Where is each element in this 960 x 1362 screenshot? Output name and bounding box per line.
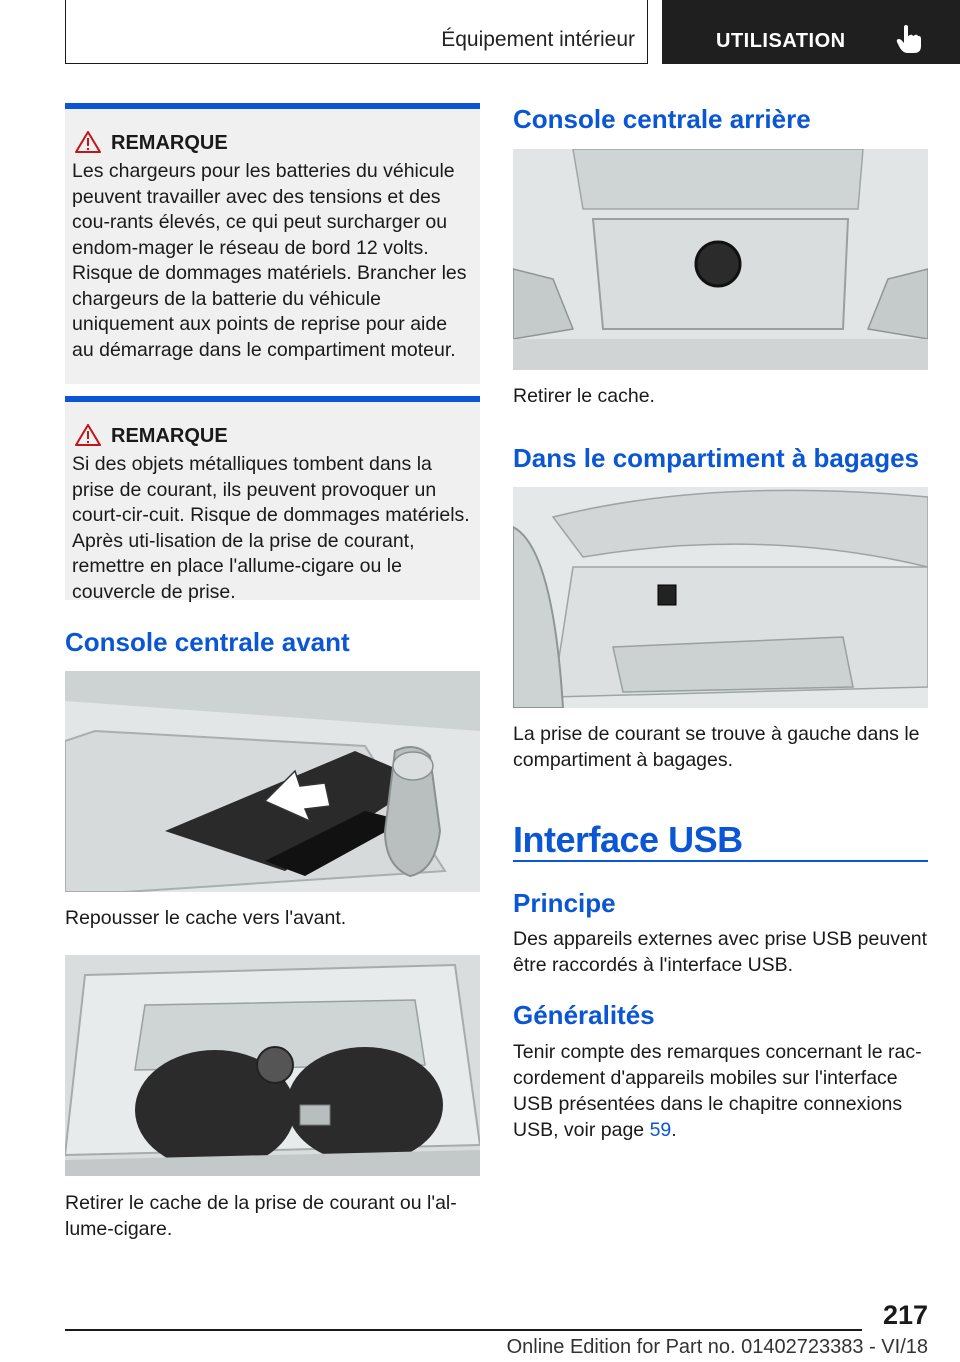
header-chapter-box <box>662 0 960 64</box>
photo-caption: La prise de courant se trouve à gauche dans le compartiment à bagages. <box>513 723 920 771</box>
paragraph <box>513 1039 928 1143</box>
notice-text: Si des objets métalliques tombent dans la prise de courant, ils peuvent provoquer un court-cir-cuit. Risque de dommages matériels. Après uti-lisation de la prise de courant, remettre en place l'allume-cigare ou le couvercle de prise. <box>72 453 470 603</box>
subsection-heading: Principe <box>513 888 616 918</box>
notice-text: Les chargeurs pour les batteries du véhicule peuvent travailler avec des tensions et des cou-rants élevés, ce qui peut surcharger ou endom-mager le réseau de bord 12 volts. Risque de dommages matériels. Brancher les chargeurs de la batterie du véhicule uniquement aux points de reprise pour aide au démarrage dans le compartiment moteur. <box>72 160 467 361</box>
photo-caption: Retirer le cache de la prise de courant ou l'al-lume-cigare. <box>65 1192 457 1240</box>
notice-title: REMARQUE <box>111 425 228 447</box>
subsection-heading: Généralités <box>513 1000 655 1030</box>
photo-caption: Retirer le cache. <box>513 385 655 407</box>
header-section-title: Équipement intérieur <box>441 28 635 51</box>
heading-underline <box>513 860 928 862</box>
page-reference-link[interactable]: 59 <box>649 1119 672 1141</box>
footer-rule <box>65 1329 862 1331</box>
paragraph: Des appareils externes avec prise USB peuvent être raccordés à l'interface USB. <box>513 928 928 976</box>
warning-triangle-icon <box>75 424 101 446</box>
notice-title: REMARQUE <box>111 132 228 154</box>
chapter-heading: Interface USB <box>513 819 743 860</box>
section-heading: Console centrale avant <box>65 627 350 657</box>
header-section-box <box>65 0 648 64</box>
paragraph-text: Tenir compte des remarques concernant le rac-cordement d'appareils mobiles sur l'interface USB présentées dans le chapitre connexions USB, voir page <box>513 1041 922 1141</box>
header-chapter-title: UTILISATION <box>716 30 846 52</box>
section-heading: Dans le compartiment à bagages <box>513 443 920 473</box>
front-console-socket-photo <box>65 955 480 1176</box>
notice-box <box>65 103 480 384</box>
footer-edition: Online Edition for Part no. 01402723383 - VI/18 <box>506 1336 928 1358</box>
rear-console-photo <box>513 149 928 370</box>
front-console-cover-photo <box>65 671 480 892</box>
paragraph-end: . <box>671 1119 677 1141</box>
notice-box <box>65 396 480 603</box>
warning-triangle-icon <box>75 131 101 153</box>
section-heading: Console centrale arrière <box>513 104 811 134</box>
photo-caption: Repousser le cache vers l'avant. <box>65 907 347 929</box>
page-number: 217 <box>882 1300 928 1330</box>
pointing-hand-icon <box>896 24 922 54</box>
luggage-compartment-photo <box>513 487 928 708</box>
